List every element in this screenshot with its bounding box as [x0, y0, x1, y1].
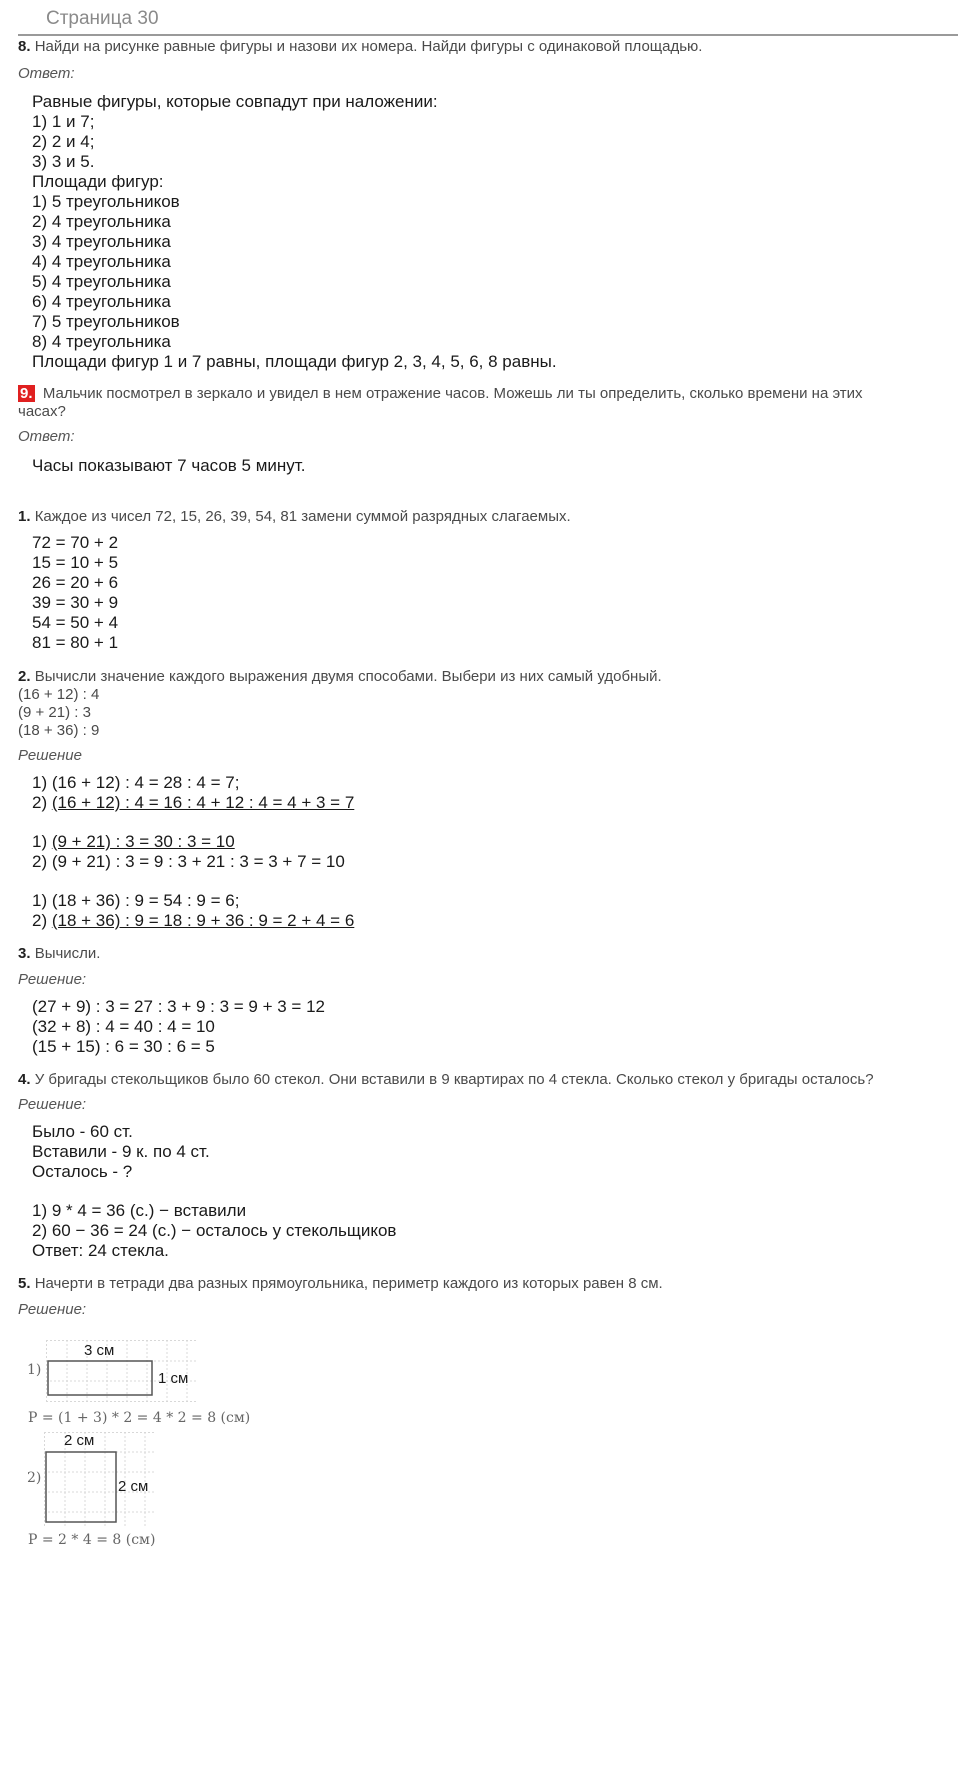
answer-line: 2) 2 и 4;	[32, 132, 95, 151]
solution-line: 1) (18 + 36) : 9 = 54 : 9 = 6;	[32, 891, 240, 910]
expression: (9 + 21) : 3	[18, 704, 91, 721]
rectangle-2-side-label: 2 см	[118, 1478, 149, 1495]
task-text: Найди на рисунке равные фигуры и назови их номера. Найди фигуры с одинаковой площадью.	[34, 38, 703, 55]
task-5	[18, 1275, 663, 1292]
answer-line: 72 = 70 + 2	[32, 533, 119, 552]
task-text: Вычисли значение каждого выражения двумя способами. Выбери из них самый удобный.	[34, 668, 662, 685]
task-8	[18, 38, 702, 55]
figure-label: 1)	[27, 1362, 42, 1378]
task-text: Начерти в тетради два разных прямоугольника, периметр каждого из которых равен 8 см.	[34, 1275, 663, 1292]
answer-line: 1) 1 и 7;	[32, 112, 95, 131]
answer-line: 15 = 10 + 5	[32, 553, 119, 572]
answer-line: 2) 4 треугольника	[32, 212, 171, 231]
solution-line: 1) (16 + 12) : 4 = 28 : 4 = 7;	[32, 773, 240, 792]
solution-line: Осталось - ?	[32, 1162, 133, 1181]
answer-line: 7) 5 треугольников	[32, 312, 180, 331]
solution-line: Было - 60 ст.	[32, 1122, 133, 1141]
task-1	[18, 508, 571, 525]
task-text: Вычисли.	[34, 945, 101, 962]
solution-label: Решение:	[18, 1096, 87, 1113]
task-number: 9.	[20, 385, 33, 402]
solution-line: 1) (9 + 21) : 3 = 30 : 3 = 10	[32, 832, 235, 851]
solution-line: 2) 60 − 36 = 24 (с.) − осталось у стекольщиков	[32, 1221, 397, 1240]
solution-line: (27 + 9) : 3 = 27 : 3 + 9 : 3 = 9 + 3 = 12	[32, 997, 325, 1016]
solution-line: (15 + 15) : 6 = 30 : 6 = 5	[32, 1037, 215, 1056]
figure-label: 2)	[27, 1470, 42, 1486]
task-number: 5.	[18, 1275, 31, 1292]
solution-line: 1) 9 * 4 = 36 (с.) − вставили	[32, 1201, 247, 1220]
solution-label: Решение:	[18, 1301, 87, 1318]
task-2	[18, 668, 662, 685]
solution-line: (32 + 8) : 4 = 40 : 4 = 10	[32, 1017, 215, 1036]
answer-line: Часы показывают 7 часов 5 минут.	[32, 456, 306, 475]
answer-line: 26 = 20 + 6	[32, 573, 119, 592]
answer-line: 3) 3 и 5.	[32, 152, 95, 171]
solution-label: Решение	[18, 747, 82, 764]
answer-label: Ответ:	[18, 428, 75, 445]
page-title: Страница 30	[46, 8, 159, 29]
expression: (16 + 12) : 4	[18, 686, 100, 703]
solution-label: Решение:	[18, 971, 87, 988]
answer-line: 6) 4 треугольника	[32, 292, 171, 311]
task-text-continued: часах?	[18, 403, 66, 420]
solution-line: Вставили - 9 к. по 4 ст.	[32, 1142, 210, 1161]
task-text: Каждое из чисел 72, 15, 26, 39, 54, 81 замени суммой разрядных слагаемых.	[34, 508, 571, 525]
task-number: 3.	[18, 945, 31, 962]
task-text: Мальчик посмотрел в зеркало и увидел в нем отражение часов. Можешь ли ты определить, сколько времени на этих	[42, 385, 863, 402]
task-3	[18, 945, 100, 962]
task-number: 8.	[18, 38, 31, 55]
solution-line: 2) (9 + 21) : 3 = 9 : 3 + 21 : 3 = 3 + 7 = 10	[32, 852, 345, 871]
answer-line: 4) 4 треугольника	[32, 252, 171, 271]
answer-line: 1) 5 треугольников	[32, 192, 180, 211]
page-header	[18, 6, 958, 36]
task-number: 1.	[18, 508, 31, 525]
task-number: 2.	[18, 668, 31, 685]
task-text: У бригады стекольщиков было 60 стекол. Они вставили в 9 квартирах по 4 стекла. Сколько стекол у бригады осталось?	[34, 1071, 874, 1088]
task-9	[18, 385, 863, 402]
task-4	[18, 1071, 874, 1088]
answer-line: 54 = 50 + 4	[32, 613, 119, 632]
solution-line: 2) (16 + 12) : 4 = 16 : 4 + 12 : 4 = 4 + 3 = 7	[32, 793, 355, 812]
answer-label: Ответ:	[18, 65, 75, 82]
rectangle-2-formula: P = 2 * 4 = 8 (см)	[28, 1532, 156, 1548]
rectangle-1-top-label: 3 см	[84, 1342, 115, 1359]
answer-line: Равные фигуры, которые совпадут при наложении:	[32, 92, 438, 111]
answer-line: 81 = 80 + 1	[32, 633, 119, 652]
answer-line: Площади фигур 1 и 7 равны, площади фигур 2, 3, 4, 5, 6, 8 равны.	[32, 352, 557, 371]
task-number: 4.	[18, 1071, 31, 1088]
answer-line: 8) 4 треугольника	[32, 332, 171, 351]
rectangle-1-formula: P = (1 + 3) * 2 = 4 * 2 = 8 (см)	[28, 1410, 251, 1426]
rectangle-1	[48, 1361, 152, 1395]
answer-line: 3) 4 треугольника	[32, 232, 171, 251]
expression: (18 + 36) : 9	[18, 722, 100, 739]
rectangle-1-side-label: 1 см	[158, 1370, 189, 1387]
answer-line: Площади фигур:	[32, 172, 164, 191]
answer-line: 5) 4 треугольника	[32, 272, 171, 291]
rectangle-2-top-label: 2 см	[64, 1432, 95, 1449]
answer-line: 39 = 30 + 9	[32, 593, 119, 612]
solution-line: 2) (18 + 36) : 9 = 18 : 9 + 36 : 9 = 2 + 4 = 6	[32, 911, 355, 930]
solution-line: Ответ: 24 стекла.	[32, 1241, 169, 1260]
